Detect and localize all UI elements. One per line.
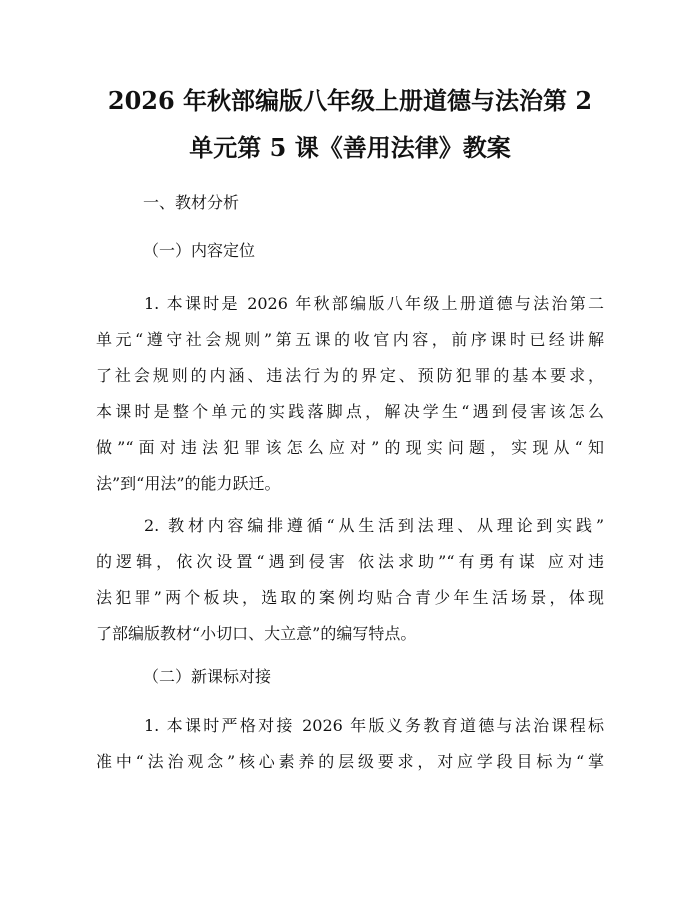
paragraph-line: 了部编版教材“小切口、大立意”的编写特点。 — [96, 624, 417, 643]
paragraph-line: 了社会规则的内涵、违法行为的界定、预防犯罪的基本要求， — [96, 366, 604, 385]
paragraph-line: 法犯罪”两个板块，选取的案例均贴合青少年生活场景，体现 — [96, 588, 604, 607]
document-title-line-1: 2026 年秋部编版八年级上册道德与法治第 2 — [107, 86, 593, 115]
document-title-line-2: 单元第 5 课《善用法律》教案 — [189, 133, 511, 162]
paragraph-1 — [96, 286, 604, 502]
paragraph-line: 法”到“用法”的能力跃迁。 — [96, 474, 281, 493]
paragraph-3 — [96, 708, 604, 780]
paragraph-line: 本课时是整个单元的实践落脚点，解决学生“遇到侵害该怎么 — [96, 402, 604, 421]
section-heading-textbook-analysis: 一、教材分析 — [143, 193, 240, 212]
paragraph-line: 单元“遵守社会规则”第五课的收官内容，前序课时已经讲解 — [96, 330, 604, 349]
paragraph-line: 准中“法治观念”核心素养的层级要求，对应学段目标为“掌 — [96, 752, 604, 771]
paragraph-line: 1. 本课时严格对接 2026 年版义务教育道德与法治课程标 — [144, 716, 604, 735]
paragraph-line: 1. 本课时是 2026 年秋部编版八年级上册道德与法治第二 — [144, 294, 604, 313]
paragraph-2 — [96, 508, 604, 652]
paragraph-line: 2. 教材内容编排遵循“从生活到法理、从理论到实践” — [144, 516, 604, 535]
subsection-heading-curriculum-standard: （二）新课标对接 — [143, 667, 272, 686]
paragraph-line: 做”“面对违法犯罪该怎么应对”的现实问题，实现从“知 — [96, 438, 604, 457]
subsection-heading-content-positioning: （一）内容定位 — [143, 241, 256, 260]
paragraph-line: 的逻辑，依次设置“遇到侵害 依法求助”“有勇有谋 应对违 — [96, 552, 604, 571]
